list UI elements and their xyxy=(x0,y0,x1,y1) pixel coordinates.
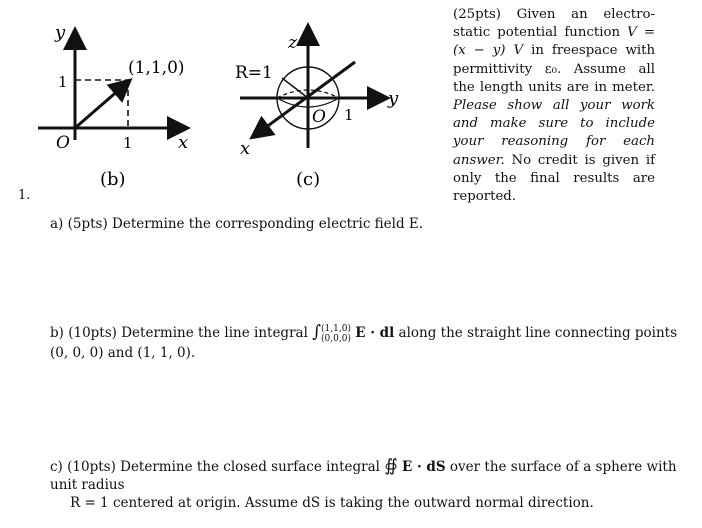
part-b-integrand: E · dl xyxy=(355,325,395,341)
y-axis-label: y xyxy=(388,88,399,109)
surface-integral-symbol: ∯ xyxy=(384,456,398,476)
part-b-label: b) xyxy=(50,325,64,341)
integral-upper-limit: (1,1,0) xyxy=(321,323,351,334)
problem-number: 1. xyxy=(18,188,31,203)
integral-lower-limit: (0,0,0) xyxy=(321,333,351,344)
part-c-text2: R = 1 centered at origin. Assume dS is taking the outward normal direction. xyxy=(70,495,594,511)
part-b-text: along the straight line connecting points (0, 0, 0) and (1, 1, 0). xyxy=(50,325,678,361)
problem-intro xyxy=(453,6,655,206)
x-axis-label: x xyxy=(178,132,189,153)
radius-line xyxy=(282,78,308,98)
diagonal-path-line xyxy=(75,82,128,128)
z-axis-label: z xyxy=(288,33,297,53)
tick-label: 1 xyxy=(344,106,354,124)
figure-c xyxy=(230,20,410,190)
origin-label: O xyxy=(56,133,70,153)
potential-function: V = (x − y) V xyxy=(453,25,655,59)
figure-b-caption: (b) xyxy=(100,169,126,190)
intro-start: (25pts) Given an electro-static potential function xyxy=(453,7,655,41)
intro-italic: Please show all your work and make sure to include your reasoning for each answer. xyxy=(453,98,655,168)
x-axis-label: x xyxy=(240,138,251,159)
intro-end: No credit is given if only the final results are reported. xyxy=(453,152,655,205)
part-c-prefix: (10pts) Determine the closed surface integral xyxy=(67,459,381,475)
origin-label: O xyxy=(312,107,326,127)
part-c-text1: over the surface of a sphere with unit radius xyxy=(50,459,677,493)
tick-x-label: 1 xyxy=(123,134,133,152)
part-c xyxy=(50,457,695,512)
y-axis-label: y xyxy=(55,22,66,43)
part-b xyxy=(50,323,690,362)
line-integral-symbol: ∫ xyxy=(312,322,322,342)
part-c-integrand: E · dS xyxy=(402,459,446,475)
figure-c-caption: (c) xyxy=(296,169,321,190)
part-c-label: c) xyxy=(50,459,63,475)
figure-b xyxy=(30,20,210,190)
point-label: (1,1,0) xyxy=(128,58,185,78)
tick-y-label: 1 xyxy=(58,73,68,91)
part-a-text: (5pts) Determine the corresponding electric field E. xyxy=(67,216,424,232)
intro-mid: in freespace with permittivity ε₀. Assume all the length units are in meter. xyxy=(453,43,656,95)
part-b-prefix: (10pts) Determine the line integral xyxy=(68,325,308,341)
radius-label: R=1 xyxy=(235,63,273,83)
part-a-label: a) xyxy=(50,216,64,232)
part-a xyxy=(50,215,423,233)
